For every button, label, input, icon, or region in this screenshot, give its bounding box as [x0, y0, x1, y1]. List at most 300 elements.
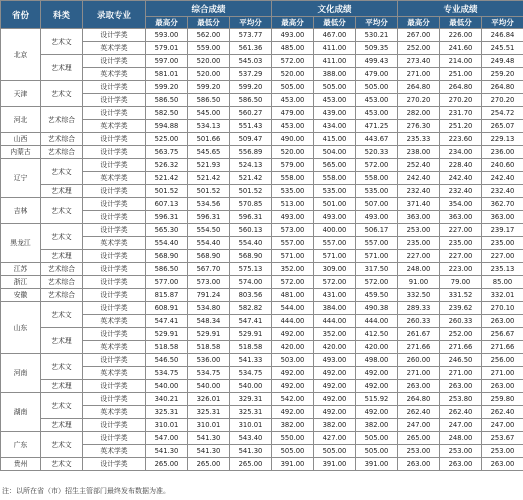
table-row [1, 393, 523, 406]
header-min: 最低分 [440, 17, 482, 29]
score-cell: 246.50 [440, 354, 482, 367]
score-cell: 535.00 [356, 185, 398, 198]
score-cell: 498.00 [356, 354, 398, 367]
score-cell: 252.00 [440, 328, 482, 341]
score-cell: 85.00 [482, 276, 523, 289]
score-cell: 444.00 [272, 315, 314, 328]
table-row [1, 250, 523, 263]
score-cell: 431.00 [314, 289, 356, 302]
score-cell: 534.80 [188, 302, 230, 315]
score-cell: 574.00 [230, 276, 272, 289]
score-cell: 815.87 [146, 289, 188, 302]
score-cell: 459.50 [356, 289, 398, 302]
province-cell: 吉林 [1, 198, 41, 224]
major-cell: 设计学类 [83, 224, 146, 237]
major-cell: 英术学类 [83, 42, 146, 55]
score-cell: 289.33 [398, 302, 440, 315]
score-cell: 352.00 [314, 328, 356, 341]
category-cell: 艺术理 [41, 250, 83, 263]
province-cell: 天津 [1, 81, 41, 107]
major-cell: 设计学类 [83, 94, 146, 107]
score-cell: 593.00 [146, 29, 188, 42]
category-cell: 艺术文 [41, 393, 83, 419]
score-cell: 263.00 [398, 458, 440, 471]
category-cell: 艺术理 [41, 55, 83, 81]
header-major-score: 专业成绩 [398, 1, 523, 17]
score-cell: 492.00 [356, 406, 398, 419]
header-max: 最高分 [398, 17, 440, 29]
score-cell: 248.00 [440, 432, 482, 445]
score-cell: 247.00 [482, 419, 523, 432]
score-cell: 271.66 [440, 341, 482, 354]
score-cell: 232.40 [482, 185, 523, 198]
header-max: 最高分 [272, 17, 314, 29]
score-cell: 525.00 [146, 133, 188, 146]
score-cell: 242.40 [398, 172, 440, 185]
score-cell: 352.00 [272, 263, 314, 276]
major-cell: 设计学类 [83, 302, 146, 315]
score-cell: 599.20 [146, 81, 188, 94]
score-cell: 265.00 [188, 458, 230, 471]
score-cell: 444.00 [356, 315, 398, 328]
major-cell: 设计学类 [83, 133, 146, 146]
score-cell: 485.00 [272, 42, 314, 55]
score-cell: 505.00 [272, 445, 314, 458]
category-cell: 艺术文 [41, 198, 83, 224]
score-cell: 535.00 [314, 185, 356, 198]
score-cell: 520.00 [272, 68, 314, 81]
score-cell: 556.89 [230, 146, 272, 159]
score-cell: 276.30 [398, 120, 440, 133]
score-cell: 332.01 [482, 289, 523, 302]
score-cell: 263.00 [482, 315, 523, 328]
score-cell: 415.00 [314, 133, 356, 146]
score-cell: 541.33 [230, 354, 272, 367]
score-cell: 245.51 [482, 42, 523, 55]
score-cell: 264.80 [398, 81, 440, 94]
score-cell: 234.00 [440, 146, 482, 159]
score-cell: 282.00 [398, 107, 440, 120]
score-cell: 265.00 [398, 432, 440, 445]
score-cell: 521.93 [188, 159, 230, 172]
score-cell: 271.66 [398, 341, 440, 354]
score-cell: 572.00 [356, 159, 398, 172]
score-cell: 493.00 [272, 29, 314, 42]
score-cell: 515.92 [356, 393, 398, 406]
province-cell: 河南 [1, 354, 41, 393]
table-row [1, 328, 523, 341]
score-cell: 586.50 [146, 94, 188, 107]
score-cell: 599.20 [188, 81, 230, 94]
score-cell: 501.66 [188, 133, 230, 146]
table-row [1, 81, 523, 94]
major-cell: 英术学类 [83, 237, 146, 250]
score-cell: 229.13 [482, 133, 523, 146]
score-cell: 253.67 [482, 432, 523, 445]
score-cell: 554.40 [146, 237, 188, 250]
score-cell: 310.01 [230, 419, 272, 432]
score-cell: 513.00 [272, 198, 314, 211]
score-cell: 558.00 [356, 172, 398, 185]
score-cell: 260.00 [398, 354, 440, 367]
score-cell: 271.00 [482, 367, 523, 380]
category-cell: 艺术理 [41, 419, 83, 432]
province-cell: 北京 [1, 29, 41, 81]
score-cell: 228.40 [440, 159, 482, 172]
category-cell: 艺术文 [41, 432, 83, 458]
score-cell: 521.42 [146, 172, 188, 185]
score-cell: 499.43 [356, 55, 398, 68]
category-cell: 艺术文 [41, 458, 83, 471]
category-cell: 艺术综合 [41, 107, 83, 133]
score-cell: 518.58 [146, 341, 188, 354]
score-cell: 239.17 [482, 224, 523, 237]
province-cell: 黑龙江 [1, 224, 41, 263]
score-cell: 505.00 [272, 81, 314, 94]
score-cell: 501.52 [146, 185, 188, 198]
score-cell: 586.50 [230, 94, 272, 107]
score-cell: 242.40 [482, 172, 523, 185]
score-cell: 518.58 [188, 341, 230, 354]
score-cell: 362.70 [482, 198, 523, 211]
score-cell: 261.67 [398, 328, 440, 341]
score-cell: 251.20 [440, 120, 482, 133]
score-cell: 554.40 [188, 237, 230, 250]
score-cell: 492.00 [356, 367, 398, 380]
score-cell: 253.00 [398, 445, 440, 458]
score-cell: 572.00 [314, 276, 356, 289]
score-cell: 247.00 [398, 419, 440, 432]
score-cell: 561.36 [230, 42, 272, 55]
score-cell: 235.00 [482, 237, 523, 250]
score-cell: 253.80 [440, 393, 482, 406]
score-cell: 570.85 [230, 198, 272, 211]
table-row [1, 146, 523, 159]
province-cell: 山东 [1, 302, 41, 354]
score-cell: 540.00 [230, 380, 272, 393]
score-cell: 232.40 [440, 185, 482, 198]
score-cell: 382.00 [356, 419, 398, 432]
score-cell: 263.00 [440, 458, 482, 471]
score-cell: 254.72 [482, 107, 523, 120]
score-cell: 541.30 [230, 445, 272, 458]
score-cell: 492.00 [314, 406, 356, 419]
score-cell: 384.00 [314, 302, 356, 315]
score-cell: 235.00 [440, 237, 482, 250]
score-cell: 547.00 [146, 432, 188, 445]
score-cell: 524.13 [230, 159, 272, 172]
score-cell: 493.00 [356, 211, 398, 224]
province-cell: 湖南 [1, 393, 41, 432]
score-cell: 263.00 [398, 380, 440, 393]
score-cell: 227.00 [482, 250, 523, 263]
table-header [1, 1, 523, 29]
score-cell: 505.00 [356, 432, 398, 445]
score-cell: 420.00 [356, 341, 398, 354]
score-cell: 382.00 [314, 419, 356, 432]
score-cell: 260.33 [440, 315, 482, 328]
score-cell: 412.50 [356, 328, 398, 341]
score-cell: 317.50 [356, 263, 398, 276]
score-cell: 534.75 [230, 367, 272, 380]
table-row [1, 419, 523, 432]
score-cell: 586.50 [188, 94, 230, 107]
header-avg: 平均分 [356, 17, 398, 29]
province-cell: 江苏 [1, 263, 41, 276]
score-cell: 571.00 [356, 250, 398, 263]
score-cell: 541.30 [188, 445, 230, 458]
score-cell: 586.50 [146, 263, 188, 276]
score-cell: 325.31 [230, 406, 272, 419]
category-cell: 艺术文 [41, 354, 83, 380]
score-cell: 453.00 [314, 94, 356, 107]
table-row [1, 198, 523, 211]
score-cell: 273.40 [398, 55, 440, 68]
category-cell: 艺术理 [41, 328, 83, 354]
score-cell: 548.34 [188, 315, 230, 328]
score-cell: 271.00 [398, 367, 440, 380]
header-province: 省份 [1, 1, 41, 29]
header-max: 最高分 [146, 17, 188, 29]
score-cell: 354.00 [440, 198, 482, 211]
major-cell: 设计学类 [83, 328, 146, 341]
score-cell: 326.01 [188, 393, 230, 406]
category-cell: 艺术文 [41, 159, 83, 185]
score-cell: 541.30 [188, 432, 230, 445]
major-cell: 设计学类 [83, 289, 146, 302]
header-culture-score: 文化成绩 [272, 1, 398, 17]
category-cell: 艺术文 [41, 302, 83, 328]
score-cell: 492.00 [272, 328, 314, 341]
score-cell: 530.21 [356, 29, 398, 42]
score-cell: 560.13 [230, 224, 272, 237]
score-cell: 534.13 [188, 120, 230, 133]
score-cell: 453.00 [356, 107, 398, 120]
score-cell: 597.00 [146, 55, 188, 68]
score-cell: 427.00 [314, 432, 356, 445]
score-cell: 253.00 [482, 445, 523, 458]
score-cell: 557.00 [314, 237, 356, 250]
score-cell: 467.00 [314, 29, 356, 42]
score-cell: 505.00 [356, 81, 398, 94]
score-cell: 331.52 [440, 289, 482, 302]
score-cell: 267.00 [398, 29, 440, 42]
score-cell: 453.00 [356, 94, 398, 107]
score-cell: 265.00 [230, 458, 272, 471]
score-cell: 545.03 [230, 55, 272, 68]
score-cell: 535.00 [272, 185, 314, 198]
score-cell: 262.40 [482, 406, 523, 419]
score-cell: 492.00 [356, 380, 398, 393]
score-cell: 596.31 [188, 211, 230, 224]
score-cell: 547.41 [230, 315, 272, 328]
score-cell: 391.00 [314, 458, 356, 471]
province-cell: 山西 [1, 133, 41, 146]
score-cell: 262.40 [398, 406, 440, 419]
score-cell: 581.01 [146, 68, 188, 81]
header-min: 最低分 [314, 17, 356, 29]
score-cell: 608.91 [146, 302, 188, 315]
category-cell: 艺术文 [41, 224, 83, 250]
score-cell: 439.00 [314, 107, 356, 120]
table-row [1, 263, 523, 276]
score-cell: 400.00 [314, 224, 356, 237]
score-cell: 471.25 [356, 120, 398, 133]
score-cell: 325.31 [146, 406, 188, 419]
score-cell: 529.91 [188, 328, 230, 341]
score-cell: 363.00 [398, 211, 440, 224]
major-cell: 设计学类 [83, 185, 146, 198]
header-avg: 平均分 [482, 17, 523, 29]
score-cell: 223.60 [440, 133, 482, 146]
score-cell: 534.75 [188, 367, 230, 380]
score-cell: 520.00 [188, 68, 230, 81]
score-cell: 529.91 [230, 328, 272, 341]
score-cell: 537.29 [230, 68, 272, 81]
score-cell: 509.35 [356, 42, 398, 55]
footnote: 注：以所在省（市）招生主管部门最终发布数据为准。 [2, 487, 170, 495]
score-cell: 271.66 [482, 341, 523, 354]
major-cell: 设计学类 [83, 380, 146, 393]
score-cell: 577.00 [146, 276, 188, 289]
score-cell: 227.00 [440, 224, 482, 237]
score-cell: 501.00 [314, 198, 356, 211]
score-cell: 262.40 [440, 406, 482, 419]
score-cell: 235.00 [398, 237, 440, 250]
score-cell: 256.67 [482, 328, 523, 341]
score-cell: 568.90 [146, 250, 188, 263]
score-cell: 546.50 [146, 354, 188, 367]
table-row [1, 224, 523, 237]
score-cell: 492.00 [272, 406, 314, 419]
score-cell: 554.50 [188, 224, 230, 237]
score-cell: 391.00 [272, 458, 314, 471]
major-cell: 英术学类 [83, 406, 146, 419]
header-major: 录取专业 [83, 1, 146, 29]
major-cell: 设计学类 [83, 419, 146, 432]
score-cell: 545.00 [188, 107, 230, 120]
score-cell: 265.00 [146, 458, 188, 471]
score-cell: 239.62 [440, 302, 482, 315]
score-cell: 240.60 [482, 159, 523, 172]
major-cell: 设计学类 [83, 81, 146, 94]
score-cell: 363.00 [482, 211, 523, 224]
score-cell: 492.00 [314, 380, 356, 393]
score-cell: 594.88 [146, 120, 188, 133]
score-cell: 521.42 [188, 172, 230, 185]
score-cell: 520.00 [188, 55, 230, 68]
score-cell: 263.00 [482, 458, 523, 471]
table-row [1, 302, 523, 315]
major-cell: 设计学类 [83, 146, 146, 159]
major-cell: 英术学类 [83, 120, 146, 133]
score-cell: 479.00 [356, 68, 398, 81]
score-cell: 507.00 [356, 198, 398, 211]
score-cell: 235.33 [398, 133, 440, 146]
score-cell: 271.00 [398, 68, 440, 81]
score-cell: 492.00 [314, 367, 356, 380]
province-cell: 安徽 [1, 289, 41, 302]
score-cell: 560.27 [230, 107, 272, 120]
category-cell: 艺术文 [41, 81, 83, 107]
score-cell: 227.00 [440, 250, 482, 263]
category-cell: 艺术理 [41, 380, 83, 393]
score-cell: 529.91 [146, 328, 188, 341]
score-cell: 265.07 [482, 120, 523, 133]
score-cell: 235.13 [482, 263, 523, 276]
score-cell: 252.00 [398, 42, 440, 55]
score-cell: 270.20 [482, 94, 523, 107]
score-cell: 236.00 [482, 146, 523, 159]
score-cell: 551.43 [230, 120, 272, 133]
major-cell: 设计学类 [83, 211, 146, 224]
score-cell: 263.00 [482, 380, 523, 393]
major-cell: 设计学类 [83, 432, 146, 445]
major-cell: 英术学类 [83, 341, 146, 354]
score-cell: 568.90 [230, 250, 272, 263]
score-cell: 391.00 [356, 458, 398, 471]
score-cell: 501.52 [188, 185, 230, 198]
category-cell: 艺术综合 [41, 146, 83, 159]
table-row [1, 133, 523, 146]
score-cell: 504.00 [314, 146, 356, 159]
score-cell: 596.31 [230, 211, 272, 224]
score-cell: 579.00 [272, 159, 314, 172]
score-cell: 573.00 [188, 276, 230, 289]
score-cell: 559.00 [188, 42, 230, 55]
score-cell: 264.80 [482, 81, 523, 94]
major-cell: 设计学类 [83, 393, 146, 406]
province-cell: 广东 [1, 432, 41, 458]
score-cell: 492.00 [314, 393, 356, 406]
score-cell: 558.00 [314, 172, 356, 185]
major-cell: 设计学类 [83, 458, 146, 471]
score-cell: 572.00 [272, 276, 314, 289]
score-cell: 434.00 [314, 120, 356, 133]
major-cell: 英术学类 [83, 68, 146, 81]
score-cell: 329.31 [230, 393, 272, 406]
score-cell: 571.00 [272, 250, 314, 263]
header-composite-score: 综合成绩 [146, 1, 272, 17]
score-cell: 411.00 [314, 55, 356, 68]
score-cell: 232.40 [398, 185, 440, 198]
score-cell: 550.00 [272, 432, 314, 445]
major-cell: 设计学类 [83, 198, 146, 211]
table-body [1, 29, 523, 471]
score-cell: 541.30 [146, 445, 188, 458]
score-cell: 493.00 [314, 354, 356, 367]
score-cell: 309.00 [314, 263, 356, 276]
table-row [1, 354, 523, 367]
score-cell: 572.00 [272, 55, 314, 68]
score-cell: 540.00 [188, 380, 230, 393]
province-cell: 贵州 [1, 458, 41, 471]
score-cell: 253.00 [398, 224, 440, 237]
score-cell: 575.13 [230, 263, 272, 276]
score-cell: 509.47 [230, 133, 272, 146]
score-cell: 571.00 [314, 250, 356, 263]
score-cell: 263.00 [440, 380, 482, 393]
category-cell: 艺术综合 [41, 133, 83, 146]
score-cell: 534.75 [146, 367, 188, 380]
score-cell: 534.56 [188, 198, 230, 211]
score-cell: 325.31 [188, 406, 230, 419]
major-cell: 英术学类 [83, 172, 146, 185]
province-cell: 内蒙古 [1, 146, 41, 159]
table-row [1, 29, 523, 42]
category-cell: 艺术综合 [41, 289, 83, 302]
score-cell: 563.75 [146, 146, 188, 159]
